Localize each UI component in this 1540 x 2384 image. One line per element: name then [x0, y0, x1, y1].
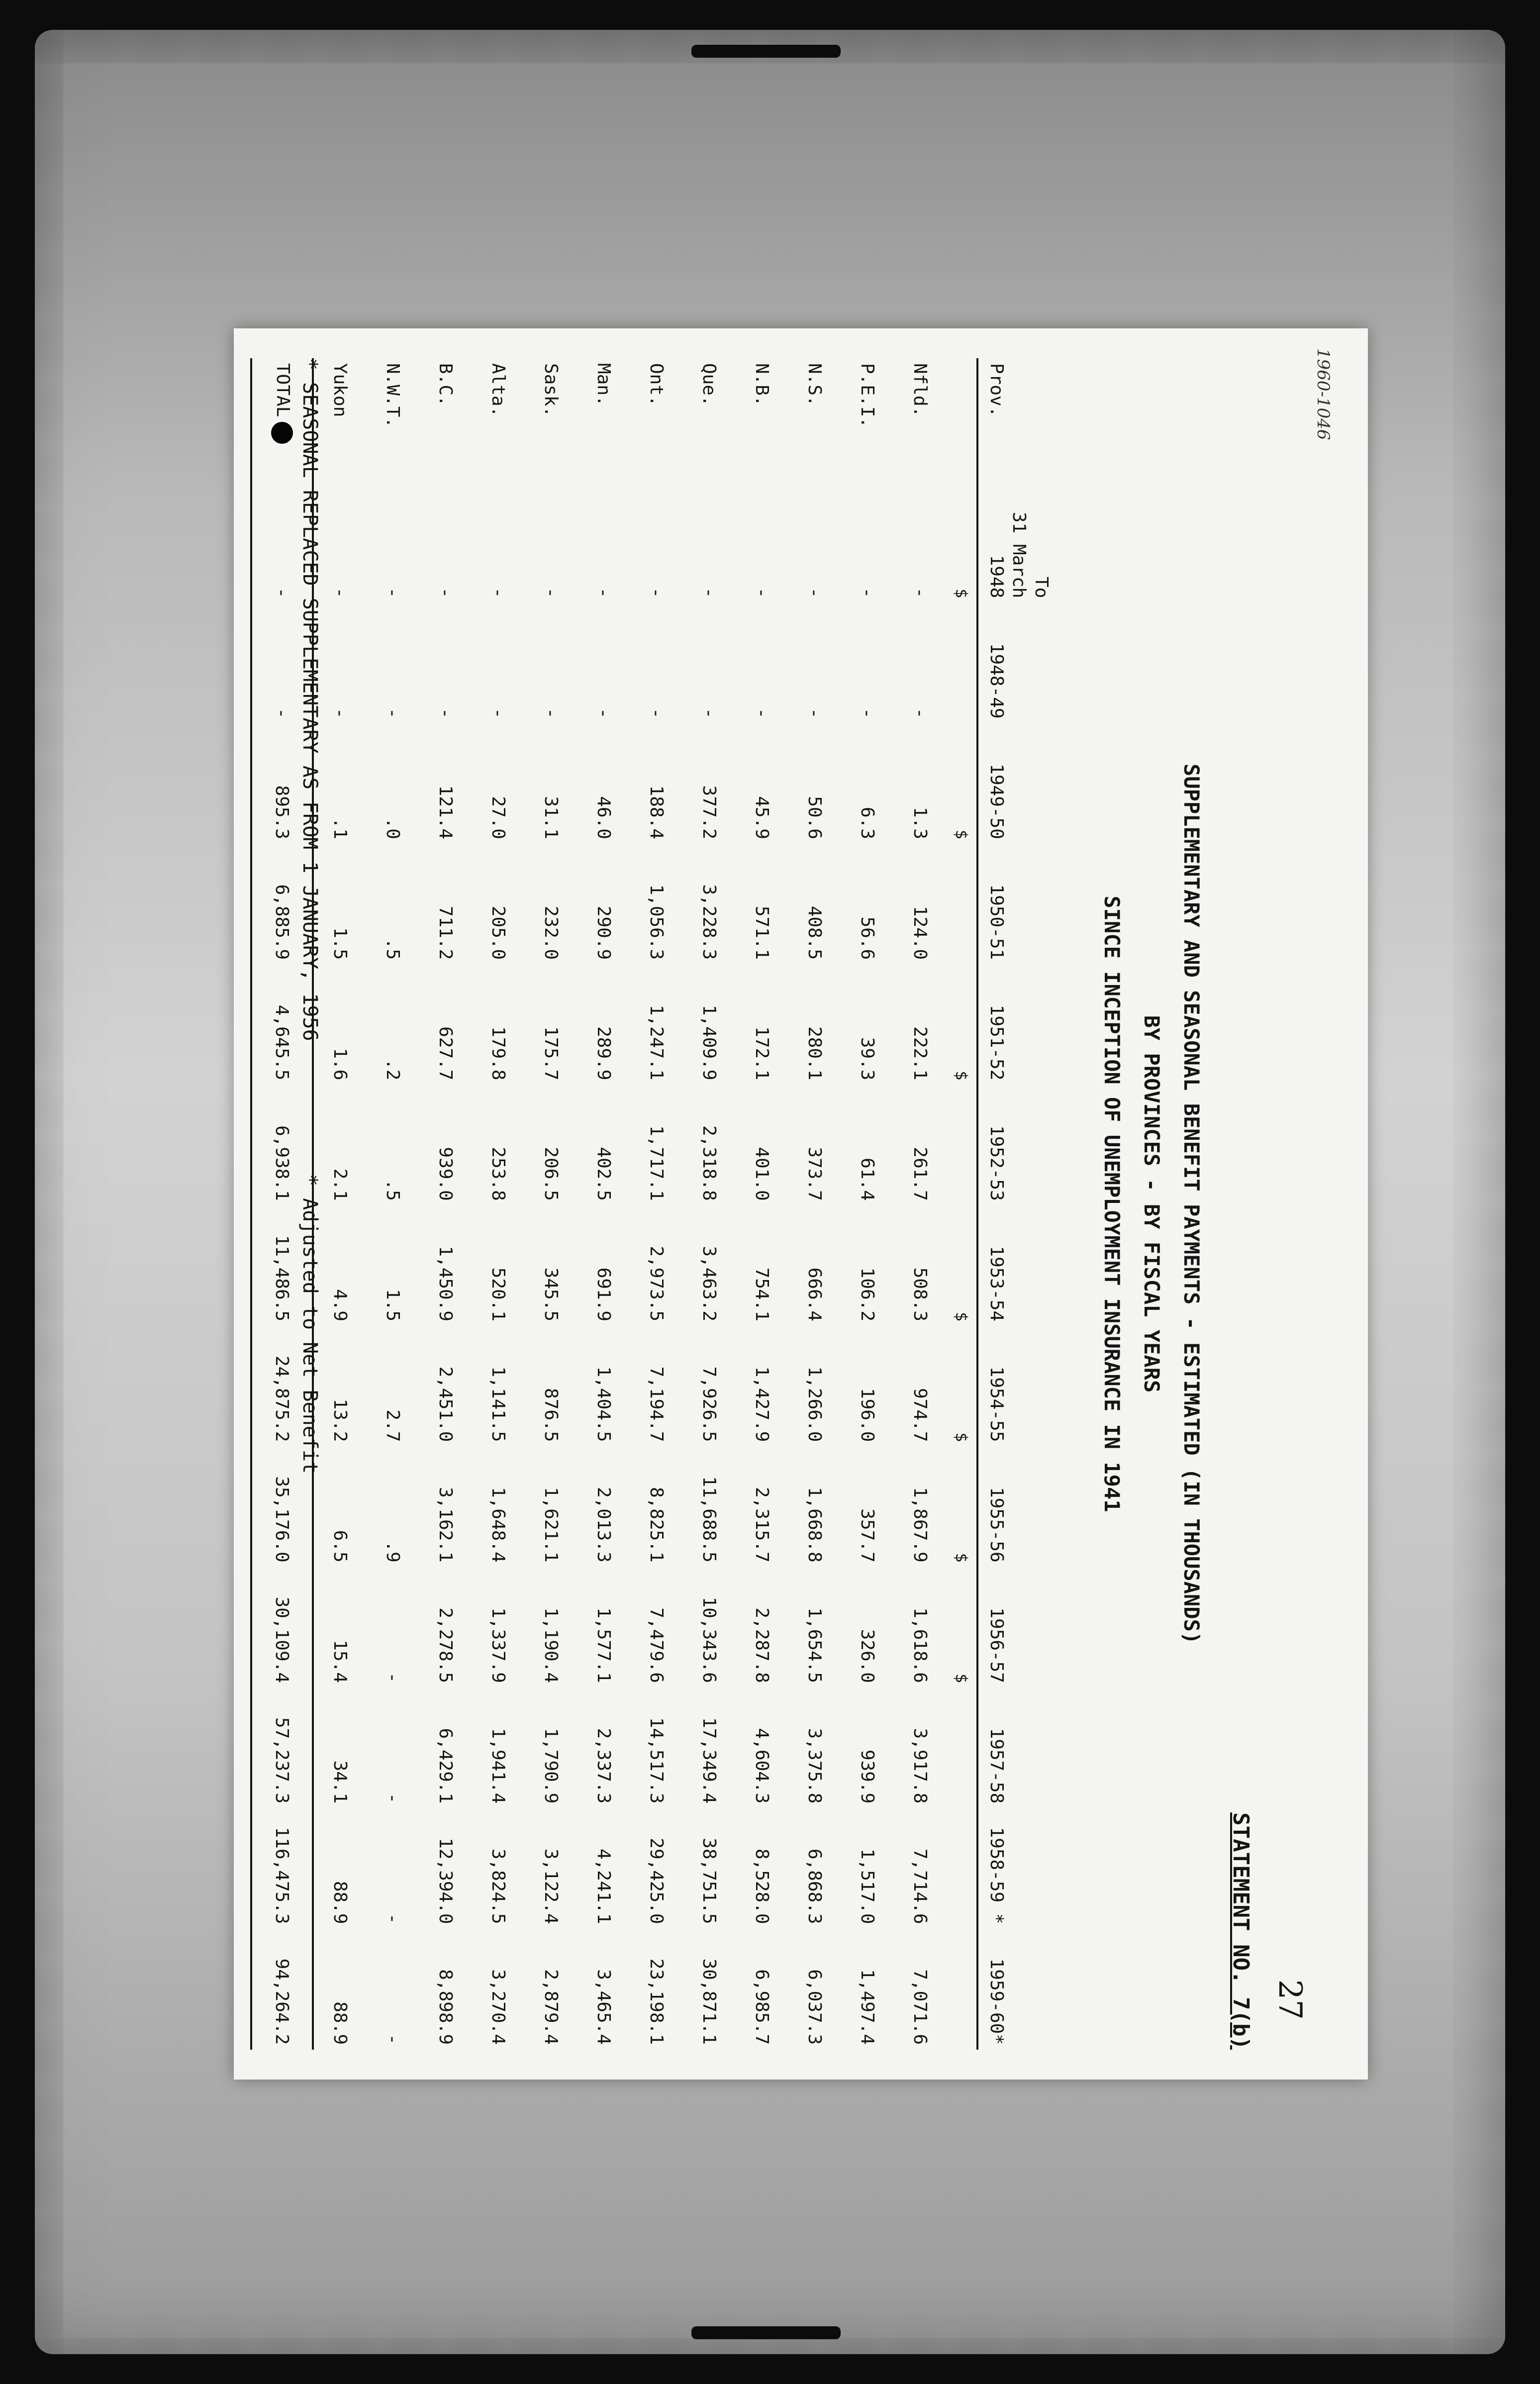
table-cell: 3,824.5: [488, 1848, 509, 1924]
total-cell: 6,885.9: [251, 844, 313, 965]
table-cell: 3,375.8: [804, 1728, 825, 1804]
column-header: 1948-49: [977, 603, 1059, 723]
currency-row: [947, 358, 977, 2050]
table-cell: 2,013.3: [593, 1487, 614, 1563]
table-cell: 2,879.4: [541, 1969, 562, 2045]
table-cell: 1,654.5: [804, 1607, 825, 1683]
column-header: 1955-56: [977, 1447, 1059, 1567]
table-cell: 627.7: [435, 1026, 456, 1081]
column-header: 1956-57: [977, 1568, 1059, 1688]
table-cell: 290.9: [593, 905, 614, 960]
title-line-1: SUPPLEMENTARY AND SEASONAL BENEFIT PAYMENTS - ESTIMATED (IN THOUSANDS): [1179, 763, 1204, 1645]
table-cell: 754.1: [752, 1267, 772, 1322]
table-cell: 691.9: [593, 1267, 614, 1322]
total-cell: 57,237.3: [251, 1688, 313, 1808]
table-cell: .5: [383, 938, 403, 960]
table-header-row: [977, 358, 1059, 2050]
table-cell: 7,926.5: [699, 1366, 720, 1442]
table-cell: 1,409.9: [699, 1004, 720, 1081]
table-row: [894, 358, 947, 2050]
table-cell: 106.2: [857, 1267, 878, 1322]
province-label: Nfld.: [910, 363, 931, 417]
table-cell: 188.4: [646, 785, 667, 839]
table-cell: 326.0: [857, 1629, 878, 1683]
table-cell: -: [541, 707, 562, 719]
province-label: Que.: [699, 363, 720, 406]
table-cell: .0: [383, 817, 403, 839]
title-line-2: BY PROVINCES - BY FISCAL YEARS: [1140, 1015, 1164, 1393]
province-label: B.C.: [435, 363, 456, 406]
table-row: [419, 358, 472, 2050]
table-cell: -: [541, 587, 562, 598]
table-cell: 6,429.1: [435, 1728, 456, 1804]
table-cell: 6.5: [330, 1530, 351, 1563]
table-cell: 8,898.9: [435, 1969, 456, 2045]
table-cell: 4.9: [330, 1289, 351, 1322]
province-label: Sask.: [541, 363, 562, 417]
table-cell: 6,037.3: [804, 1969, 825, 2045]
table-cell: 508.3: [910, 1267, 931, 1322]
currency-mark: $: [952, 589, 971, 598]
table-row: [788, 358, 841, 2050]
currency-mark: [947, 844, 977, 965]
table-cell: 11,688.5: [699, 1476, 720, 1563]
table-cell: 172.1: [752, 1026, 772, 1081]
table-cell: 571.1: [752, 905, 772, 960]
table-cell: 13.2: [330, 1398, 351, 1442]
currency-mark: $: [952, 1432, 971, 1442]
table-cell: 6,985.7: [752, 1969, 772, 2045]
table-cell: -: [330, 587, 351, 598]
table-cell: -: [699, 587, 720, 598]
table-cell: 175.7: [541, 1026, 562, 1081]
table-cell: 520.1: [488, 1267, 509, 1322]
column-header: 1957-58: [977, 1688, 1059, 1808]
table-cell: 56.6: [857, 916, 878, 960]
province-label: Alta.: [488, 363, 509, 417]
table-row: [630, 358, 683, 2050]
table-cell: 45.9: [752, 796, 772, 839]
table-cell: 12,394.0: [435, 1838, 456, 1924]
table-cell: 1,497.4: [857, 1969, 878, 2045]
currency-mark: $: [952, 1673, 971, 1683]
table-cell: 2,318.8: [699, 1125, 720, 1201]
table-row: [525, 358, 578, 2050]
table-cell: 1,621.1: [541, 1487, 562, 1563]
table-cell: 1,867.9: [910, 1487, 931, 1563]
currency-mark: $: [952, 1553, 971, 1563]
table-cell: 2,337.3: [593, 1728, 614, 1804]
table-cell: -: [646, 587, 667, 598]
table-cell: 17,349.4: [699, 1717, 720, 1804]
table-cell: -: [857, 707, 878, 719]
table-cell: 15.4: [330, 1640, 351, 1683]
table-cell: 2,973.5: [646, 1246, 667, 1322]
table-cell: 1,056.3: [646, 884, 667, 960]
table-cell: 1,577.1: [593, 1607, 614, 1683]
total-cell: 30,109.4: [251, 1568, 313, 1688]
rotated-page-content: [234, 328, 1368, 2080]
table-cell: 10,343.6: [699, 1596, 720, 1683]
currency-mark: [947, 1688, 977, 1808]
table-cell: 50.6: [804, 796, 825, 839]
table-cell: 2,451.0: [435, 1366, 456, 1442]
title-line-3: SINCE INCEPTION OF UNEMPLOYMENT INSURANCE IN 1941: [1100, 895, 1124, 1512]
table-cell: 14,517.3: [646, 1717, 667, 1804]
table-cell: 8,825.1: [646, 1487, 667, 1563]
table-cell: 1,247.1: [646, 1004, 667, 1081]
benefit-payments-table: [250, 358, 1059, 2050]
table-cell: -: [857, 587, 878, 598]
province-label: Man.: [593, 363, 614, 406]
table-cell: 3,465.4: [593, 1969, 614, 2045]
table-cell: 711.2: [435, 905, 456, 960]
table-cell: 253.8: [488, 1147, 509, 1201]
column-header: 1950-51: [977, 844, 1059, 965]
table-cell: .2: [383, 1059, 403, 1081]
table-cell: 88.9: [330, 2001, 351, 2045]
table-cell: 1,618.6: [910, 1607, 931, 1683]
table-cell: 1,266.0: [804, 1366, 825, 1442]
currency-mark: [947, 1085, 977, 1205]
table-cell: -: [752, 587, 772, 598]
table-cell: 1,790.9: [541, 1728, 562, 1804]
table-cell: -: [646, 707, 667, 719]
table-row: [683, 358, 736, 2050]
table-cell: 3,463.2: [699, 1246, 720, 1322]
table-cell: 1,941.4: [488, 1728, 509, 1804]
footnote-seasonal: * SEASONAL REPLACED SUPPLEMENTARY AS FROM 1 JANUARY, 1956: [298, 358, 321, 1041]
column-header: 1954-55: [977, 1326, 1059, 1447]
total-cell: 11,486.5: [251, 1206, 313, 1326]
table-cell: 196.0: [857, 1388, 878, 1442]
film-edge-mark: [691, 45, 841, 58]
total-cell: 116,475.3: [251, 1808, 313, 1929]
table-row: [367, 358, 419, 2050]
table-cell: 1,648.4: [488, 1487, 509, 1563]
province-label: Ont.: [646, 363, 667, 406]
footnote-adjusted: * Adjusted to Net Benefit: [298, 1174, 321, 1474]
table-cell: 7,714.6: [910, 1848, 931, 1924]
handwritten-note: 1960-1046: [1313, 348, 1333, 440]
total-label: TOTAL: [251, 358, 313, 483]
table-cell: 1,404.5: [593, 1366, 614, 1442]
table-cell: 401.0: [752, 1147, 772, 1201]
column-header: 1952-53: [977, 1085, 1059, 1205]
currency-mark: $: [952, 829, 971, 839]
table-body: [313, 358, 977, 2050]
total-cell: -: [251, 483, 313, 603]
province-label: N.B.: [752, 363, 772, 406]
table-cell: -: [804, 707, 825, 719]
table-cell: 1,450.9: [435, 1246, 456, 1322]
table-cell: 4,604.3: [752, 1728, 772, 1804]
table-cell: 1.3: [910, 806, 931, 839]
table-cell: 206.5: [541, 1147, 562, 1201]
total-cell: 35,176.0: [251, 1447, 313, 1567]
table-cell: 939.0: [435, 1147, 456, 1201]
table-row: [472, 358, 525, 2050]
table-cell: -: [383, 1672, 403, 1683]
table-cell: 179.8: [488, 1026, 509, 1081]
table-cell: -: [383, 1913, 403, 1924]
table-cell: 876.5: [541, 1388, 562, 1442]
table-cell: 261.7: [910, 1147, 931, 1201]
table-cell: -: [488, 587, 509, 598]
total-cell: 94,264.2: [251, 1929, 313, 2050]
province-label: N.S.: [804, 363, 825, 406]
table-cell: -: [593, 587, 614, 598]
column-header: To 31 March 1948: [977, 483, 1059, 603]
column-header: Prov.: [977, 358, 1059, 483]
column-header: 1959-60*: [977, 1929, 1059, 2050]
column-header: 1953-54: [977, 1206, 1059, 1326]
table-cell: 121.4: [435, 785, 456, 839]
table-cell: 1,517.0: [857, 1848, 878, 1924]
table-cell: 2.1: [330, 1168, 351, 1201]
table-cell: 7,479.6: [646, 1607, 667, 1683]
table-cell: 1.5: [330, 927, 351, 960]
table-cell: 345.5: [541, 1267, 562, 1322]
currency-mark: $: [952, 1311, 971, 1322]
table-cell: 124.0: [910, 905, 931, 960]
table-cell: 373.7: [804, 1147, 825, 1201]
column-header: 1958-59 *: [977, 1808, 1059, 1929]
table-cell: 29,425.0: [646, 1838, 667, 1924]
table-cell: .9: [383, 1541, 403, 1563]
table-cell: -: [910, 587, 931, 598]
page-number: 27: [1271, 1979, 1308, 2020]
table-cell: 3,228.3: [699, 884, 720, 960]
table-cell: 357.7: [857, 1508, 878, 1563]
table-cell: 408.5: [804, 905, 825, 960]
table-cell: 30,871.1: [699, 1958, 720, 2045]
table-cell: -: [383, 707, 403, 719]
table-cell: 3,162.1: [435, 1487, 456, 1563]
table-cell: -: [435, 587, 456, 598]
table-cell: 7,071.6: [910, 1969, 931, 2045]
total-cell: 895.3: [251, 724, 313, 844]
table-cell: 2,278.5: [435, 1607, 456, 1683]
table-cell: 222.1: [910, 1026, 931, 1081]
table-cell: 1,427.9: [752, 1366, 772, 1442]
table-cell: -: [593, 707, 614, 719]
table-cell: 2.7: [383, 1409, 403, 1442]
table-cell: 6,868.3: [804, 1848, 825, 1924]
table-cell: .5: [383, 1179, 403, 1201]
total-cell: 24,875.2: [251, 1326, 313, 1447]
table-cell: -: [804, 587, 825, 598]
table-cell: 2,287.8: [752, 1607, 772, 1683]
province-label: N.W.T.: [383, 363, 403, 428]
table-cell: 3,122.4: [541, 1848, 562, 1924]
table-cell: -: [435, 707, 456, 719]
table-cell: 1,337.9: [488, 1607, 509, 1683]
table-cell: 205.0: [488, 905, 509, 960]
table-cell: 1.5: [383, 1289, 403, 1322]
table-cell: 31.1: [541, 796, 562, 839]
table-cell: 27.0: [488, 796, 509, 839]
table-cell: -: [383, 587, 403, 598]
table-cell: -: [488, 707, 509, 719]
table-cell: 666.4: [804, 1267, 825, 1322]
table-cell: 289.9: [593, 1026, 614, 1081]
table-cell: 377.2: [699, 785, 720, 839]
column-header: 1949-50: [977, 724, 1059, 844]
table-cell: 3,917.8: [910, 1728, 931, 1804]
statement-number: STATEMENT NO. 7(b): [1228, 1812, 1253, 2050]
table-row: [578, 358, 630, 2050]
table-cell: 6.3: [857, 806, 878, 839]
total-cell: 6,938.1: [251, 1085, 313, 1205]
table-cell: -: [699, 707, 720, 719]
table-cell: 46.0: [593, 796, 614, 839]
table-cell: 974.7: [910, 1388, 931, 1442]
table-cell: -: [383, 2034, 403, 2045]
table-cell: -: [383, 1792, 403, 1804]
table-cell: 939.9: [857, 1749, 878, 1804]
film-edge-mark: [691, 2326, 841, 2339]
punch-hole-dot: [271, 422, 293, 444]
table-cell: 2,315.7: [752, 1487, 772, 1563]
table-cell: 23,198.1: [646, 1958, 667, 2045]
table-row: [841, 358, 894, 2050]
table-cell: 88.9: [330, 1881, 351, 1924]
table-cell: -: [910, 707, 931, 719]
table-cell: 232.0: [541, 905, 562, 960]
table-cell: 1.6: [330, 1048, 351, 1081]
currency-mark: $: [952, 1071, 971, 1081]
table-cell: 8,528.0: [752, 1848, 772, 1924]
currency-mark: [947, 1808, 977, 1929]
table-cell: 1,668.8: [804, 1487, 825, 1563]
document-page: [234, 328, 1368, 2080]
table-cell: 61.4: [857, 1158, 878, 1201]
table-cell: 38,751.5: [699, 1838, 720, 1924]
province-label: Yukon: [330, 363, 351, 417]
table-cell: 280.1: [804, 1026, 825, 1081]
province-label: P.E.I.: [857, 363, 878, 428]
table-cell: 7,194.7: [646, 1366, 667, 1442]
column-header: 1951-52: [977, 965, 1059, 1085]
table-cell: 34.1: [330, 1760, 351, 1804]
table-cell: 3,270.4: [488, 1969, 509, 2045]
table-cell: 1,190.4: [541, 1607, 562, 1683]
table-cell: -: [330, 707, 351, 719]
table-cell: 402.5: [593, 1147, 614, 1201]
total-cell: 4,645.5: [251, 965, 313, 1085]
table-cell: 1,141.5: [488, 1366, 509, 1442]
total-cell: -: [251, 603, 313, 723]
table-cell: .1: [330, 817, 351, 839]
table-cell: 1,717.1: [646, 1125, 667, 1201]
currency-mark: [947, 603, 977, 723]
table-cell: 39.3: [857, 1037, 878, 1081]
table-row: [736, 358, 788, 2050]
table-cell: -: [752, 707, 772, 719]
table-cell: 4,241.1: [593, 1848, 614, 1924]
